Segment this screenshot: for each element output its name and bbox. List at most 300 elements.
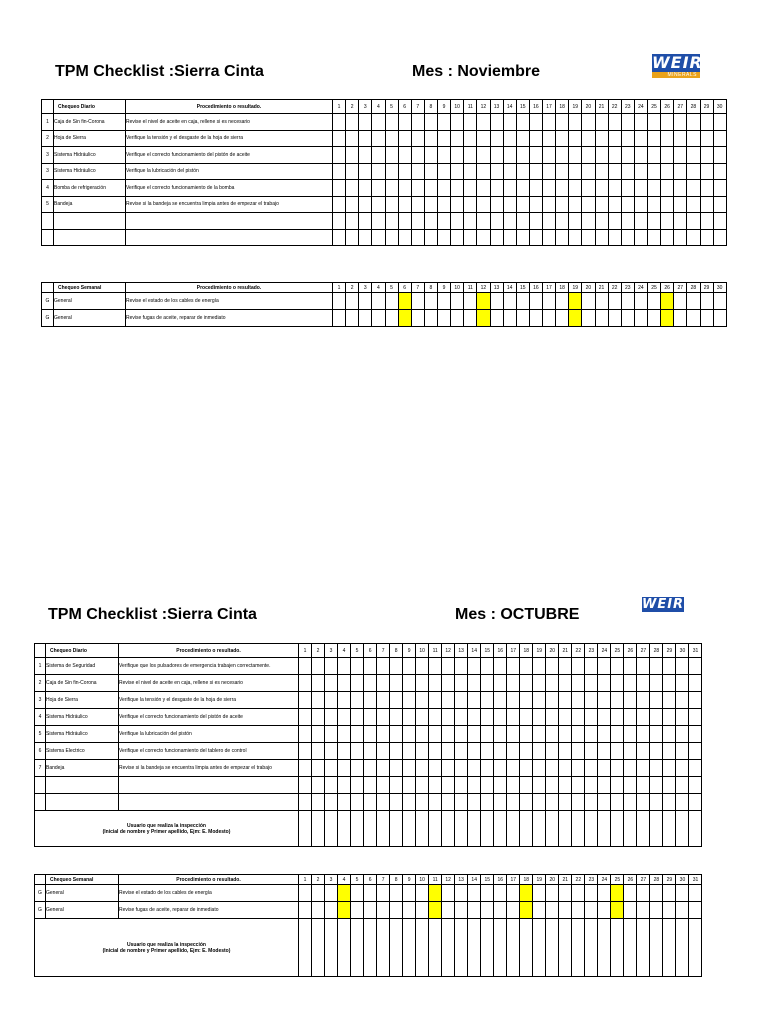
check-cell[interactable] <box>438 293 451 310</box>
check-cell[interactable] <box>490 213 503 230</box>
check-cell[interactable] <box>411 180 424 197</box>
check-cell[interactable] <box>556 163 569 180</box>
check-cell[interactable] <box>424 163 437 180</box>
check-cell[interactable] <box>582 229 595 246</box>
check-cell[interactable] <box>442 675 455 692</box>
check-cell[interactable] <box>390 709 403 726</box>
check-cell[interactable] <box>325 726 338 743</box>
check-cell[interactable] <box>663 902 676 919</box>
check-cell[interactable] <box>516 229 529 246</box>
check-cell[interactable] <box>608 213 621 230</box>
highlighted-check-cell[interactable] <box>611 902 624 919</box>
check-cell[interactable] <box>543 310 556 327</box>
check-cell[interactable] <box>621 114 634 131</box>
check-cell[interactable] <box>372 213 385 230</box>
check-cell[interactable] <box>438 229 451 246</box>
inspector-initials-cell[interactable] <box>650 811 663 847</box>
check-cell[interactable] <box>595 130 608 147</box>
check-cell[interactable] <box>634 229 647 246</box>
highlighted-check-cell[interactable] <box>611 885 624 902</box>
inspector-initials-cell[interactable] <box>520 919 533 977</box>
inspector-initials-cell[interactable] <box>559 811 572 847</box>
check-cell[interactable] <box>585 692 598 709</box>
check-cell[interactable] <box>416 675 429 692</box>
check-cell[interactable] <box>333 130 346 147</box>
check-cell[interactable] <box>687 114 700 131</box>
check-cell[interactable] <box>390 885 403 902</box>
check-cell[interactable] <box>585 777 598 794</box>
check-cell[interactable] <box>621 180 634 197</box>
check-cell[interactable] <box>359 114 372 131</box>
check-cell[interactable] <box>611 675 624 692</box>
check-cell[interactable] <box>516 147 529 164</box>
check-cell[interactable] <box>634 310 647 327</box>
inspector-initials-cell[interactable] <box>403 811 416 847</box>
check-cell[interactable] <box>648 196 661 213</box>
check-cell[interactable] <box>556 114 569 131</box>
check-cell[interactable] <box>325 760 338 777</box>
check-cell[interactable] <box>624 794 637 811</box>
check-cell[interactable] <box>559 885 572 902</box>
check-cell[interactable] <box>546 885 559 902</box>
check-cell[interactable] <box>364 777 377 794</box>
inspector-initials-cell[interactable] <box>598 919 611 977</box>
check-cell[interactable] <box>556 196 569 213</box>
check-cell[interactable] <box>529 213 542 230</box>
check-cell[interactable] <box>377 675 390 692</box>
check-cell[interactable] <box>438 196 451 213</box>
check-cell[interactable] <box>595 293 608 310</box>
check-cell[interactable] <box>455 675 468 692</box>
check-cell[interactable] <box>634 213 647 230</box>
check-cell[interactable] <box>674 310 687 327</box>
check-cell[interactable] <box>377 902 390 919</box>
check-cell[interactable] <box>624 726 637 743</box>
check-cell[interactable] <box>325 777 338 794</box>
check-cell[interactable] <box>333 229 346 246</box>
check-cell[interactable] <box>637 743 650 760</box>
check-cell[interactable] <box>585 902 598 919</box>
check-cell[interactable] <box>385 114 398 131</box>
inspector-initials-cell[interactable] <box>559 919 572 977</box>
check-cell[interactable] <box>481 692 494 709</box>
inspector-initials-cell[interactable] <box>533 811 546 847</box>
check-cell[interactable] <box>359 147 372 164</box>
check-cell[interactable] <box>520 692 533 709</box>
check-cell[interactable] <box>451 229 464 246</box>
check-cell[interactable] <box>507 658 520 675</box>
inspector-initials-cell[interactable] <box>325 919 338 977</box>
check-cell[interactable] <box>559 726 572 743</box>
check-cell[interactable] <box>346 163 359 180</box>
inspector-initials-cell[interactable] <box>429 811 442 847</box>
check-cell[interactable] <box>700 147 713 164</box>
check-cell[interactable] <box>520 777 533 794</box>
check-cell[interactable] <box>598 760 611 777</box>
check-cell[interactable] <box>333 114 346 131</box>
check-cell[interactable] <box>359 196 372 213</box>
check-cell[interactable] <box>637 675 650 692</box>
check-cell[interactable] <box>403 885 416 902</box>
inspector-initials-cell[interactable] <box>507 919 520 977</box>
check-cell[interactable] <box>648 310 661 327</box>
check-cell[interactable] <box>663 885 676 902</box>
check-cell[interactable] <box>411 293 424 310</box>
check-cell[interactable] <box>468 777 481 794</box>
check-cell[interactable] <box>477 180 490 197</box>
check-cell[interactable] <box>455 658 468 675</box>
check-cell[interactable] <box>598 794 611 811</box>
inspector-initials-cell[interactable] <box>468 919 481 977</box>
check-cell[interactable] <box>490 310 503 327</box>
check-cell[interactable] <box>464 310 477 327</box>
check-cell[interactable] <box>372 180 385 197</box>
check-cell[interactable] <box>481 885 494 902</box>
check-cell[interactable] <box>516 310 529 327</box>
check-cell[interactable] <box>689 902 702 919</box>
check-cell[interactable] <box>351 743 364 760</box>
check-cell[interactable] <box>442 726 455 743</box>
check-cell[interactable] <box>676 709 689 726</box>
check-cell[interactable] <box>490 114 503 131</box>
check-cell[interactable] <box>713 310 726 327</box>
check-cell[interactable] <box>572 709 585 726</box>
check-cell[interactable] <box>648 180 661 197</box>
check-cell[interactable] <box>403 902 416 919</box>
empty-procedure-cell[interactable] <box>119 777 299 794</box>
check-cell[interactable] <box>689 743 702 760</box>
check-cell[interactable] <box>299 760 312 777</box>
check-cell[interactable] <box>494 709 507 726</box>
check-cell[interactable] <box>637 777 650 794</box>
check-cell[interactable] <box>572 902 585 919</box>
inspector-initials-cell[interactable] <box>585 919 598 977</box>
check-cell[interactable] <box>624 777 637 794</box>
check-cell[interactable] <box>533 675 546 692</box>
check-cell[interactable] <box>424 213 437 230</box>
check-cell[interactable] <box>546 902 559 919</box>
check-cell[interactable] <box>442 777 455 794</box>
check-cell[interactable] <box>333 310 346 327</box>
check-cell[interactable] <box>582 196 595 213</box>
check-cell[interactable] <box>299 794 312 811</box>
check-cell[interactable] <box>390 658 403 675</box>
check-cell[interactable] <box>424 114 437 131</box>
check-cell[interactable] <box>529 196 542 213</box>
check-cell[interactable] <box>582 114 595 131</box>
check-cell[interactable] <box>648 293 661 310</box>
check-cell[interactable] <box>559 675 572 692</box>
highlighted-check-cell[interactable] <box>429 902 442 919</box>
check-cell[interactable] <box>451 293 464 310</box>
check-cell[interactable] <box>507 777 520 794</box>
check-cell[interactable] <box>351 760 364 777</box>
check-cell[interactable] <box>494 885 507 902</box>
check-cell[interactable] <box>503 180 516 197</box>
check-cell[interactable] <box>598 675 611 692</box>
check-cell[interactable] <box>582 180 595 197</box>
check-cell[interactable] <box>416 743 429 760</box>
check-cell[interactable] <box>477 114 490 131</box>
check-cell[interactable] <box>650 885 663 902</box>
check-cell[interactable] <box>390 794 403 811</box>
check-cell[interactable] <box>481 726 494 743</box>
check-cell[interactable] <box>503 147 516 164</box>
check-cell[interactable] <box>438 310 451 327</box>
check-cell[interactable] <box>494 777 507 794</box>
check-cell[interactable] <box>713 130 726 147</box>
check-cell[interactable] <box>687 229 700 246</box>
check-cell[interactable] <box>455 902 468 919</box>
check-cell[interactable] <box>299 902 312 919</box>
empty-system-cell[interactable] <box>46 777 119 794</box>
check-cell[interactable] <box>398 213 411 230</box>
check-cell[interactable] <box>390 692 403 709</box>
inspector-initials-cell[interactable] <box>442 919 455 977</box>
check-cell[interactable] <box>634 163 647 180</box>
check-cell[interactable] <box>338 794 351 811</box>
check-cell[interactable] <box>481 760 494 777</box>
check-cell[interactable] <box>346 114 359 131</box>
check-cell[interactable] <box>468 658 481 675</box>
check-cell[interactable] <box>364 658 377 675</box>
check-cell[interactable] <box>713 196 726 213</box>
check-cell[interactable] <box>608 114 621 131</box>
check-cell[interactable] <box>569 114 582 131</box>
check-cell[interactable] <box>713 293 726 310</box>
check-cell[interactable] <box>481 743 494 760</box>
check-cell[interactable] <box>687 163 700 180</box>
check-cell[interactable] <box>674 229 687 246</box>
check-cell[interactable] <box>385 130 398 147</box>
check-cell[interactable] <box>325 675 338 692</box>
check-cell[interactable] <box>569 229 582 246</box>
check-cell[interactable] <box>468 743 481 760</box>
check-cell[interactable] <box>529 180 542 197</box>
check-cell[interactable] <box>312 760 325 777</box>
check-cell[interactable] <box>372 196 385 213</box>
check-cell[interactable] <box>438 114 451 131</box>
check-cell[interactable] <box>648 229 661 246</box>
check-cell[interactable] <box>438 147 451 164</box>
inspector-initials-cell[interactable] <box>494 919 507 977</box>
check-cell[interactable] <box>663 794 676 811</box>
empty-system-cell[interactable] <box>54 229 126 246</box>
check-cell[interactable] <box>572 692 585 709</box>
check-cell[interactable] <box>424 196 437 213</box>
check-cell[interactable] <box>621 196 634 213</box>
check-cell[interactable] <box>299 692 312 709</box>
check-cell[interactable] <box>700 213 713 230</box>
inspector-initials-cell[interactable] <box>299 919 312 977</box>
inspector-initials-cell[interactable] <box>637 811 650 847</box>
check-cell[interactable] <box>611 709 624 726</box>
highlighted-check-cell[interactable] <box>338 885 351 902</box>
check-cell[interactable] <box>611 743 624 760</box>
check-cell[interactable] <box>650 692 663 709</box>
check-cell[interactable] <box>325 658 338 675</box>
check-cell[interactable] <box>585 743 598 760</box>
check-cell[interactable] <box>595 163 608 180</box>
check-cell[interactable] <box>455 709 468 726</box>
check-cell[interactable] <box>676 902 689 919</box>
check-cell[interactable] <box>569 147 582 164</box>
check-cell[interactable] <box>624 885 637 902</box>
check-cell[interactable] <box>494 902 507 919</box>
check-cell[interactable] <box>481 675 494 692</box>
check-cell[interactable] <box>442 885 455 902</box>
inspector-initials-cell[interactable] <box>585 811 598 847</box>
check-cell[interactable] <box>520 658 533 675</box>
check-cell[interactable] <box>468 726 481 743</box>
check-cell[interactable] <box>582 163 595 180</box>
check-cell[interactable] <box>543 229 556 246</box>
check-cell[interactable] <box>676 726 689 743</box>
empty-procedure-cell[interactable] <box>126 213 333 230</box>
inspector-initials-cell[interactable] <box>429 919 442 977</box>
check-cell[interactable] <box>390 743 403 760</box>
check-cell[interactable] <box>700 163 713 180</box>
check-cell[interactable] <box>529 293 542 310</box>
check-cell[interactable] <box>650 760 663 777</box>
check-cell[interactable] <box>546 658 559 675</box>
inspector-initials-cell[interactable] <box>377 811 390 847</box>
check-cell[interactable] <box>546 760 559 777</box>
check-cell[interactable] <box>637 794 650 811</box>
check-cell[interactable] <box>556 180 569 197</box>
check-cell[interactable] <box>598 658 611 675</box>
check-cell[interactable] <box>312 777 325 794</box>
check-cell[interactable] <box>611 658 624 675</box>
check-cell[interactable] <box>359 180 372 197</box>
check-cell[interactable] <box>372 293 385 310</box>
check-cell[interactable] <box>674 114 687 131</box>
check-cell[interactable] <box>398 229 411 246</box>
check-cell[interactable] <box>689 885 702 902</box>
check-cell[interactable] <box>529 163 542 180</box>
check-cell[interactable] <box>700 130 713 147</box>
check-cell[interactable] <box>312 658 325 675</box>
inspector-initials-cell[interactable] <box>481 919 494 977</box>
check-cell[interactable] <box>663 709 676 726</box>
check-cell[interactable] <box>585 675 598 692</box>
check-cell[interactable] <box>299 726 312 743</box>
check-cell[interactable] <box>351 777 364 794</box>
check-cell[interactable] <box>650 709 663 726</box>
check-cell[interactable] <box>674 130 687 147</box>
check-cell[interactable] <box>676 675 689 692</box>
check-cell[interactable] <box>468 885 481 902</box>
inspector-initials-cell[interactable] <box>663 811 676 847</box>
check-cell[interactable] <box>559 902 572 919</box>
highlighted-check-cell[interactable] <box>338 902 351 919</box>
check-cell[interactable] <box>372 114 385 131</box>
check-cell[interactable] <box>520 743 533 760</box>
check-cell[interactable] <box>503 196 516 213</box>
check-cell[interactable] <box>634 130 647 147</box>
check-cell[interactable] <box>455 726 468 743</box>
check-cell[interactable] <box>385 196 398 213</box>
check-cell[interactable] <box>325 885 338 902</box>
check-cell[interactable] <box>503 310 516 327</box>
check-cell[interactable] <box>333 293 346 310</box>
check-cell[interactable] <box>516 196 529 213</box>
check-cell[interactable] <box>455 692 468 709</box>
check-cell[interactable] <box>546 777 559 794</box>
check-cell[interactable] <box>556 229 569 246</box>
inspector-initials-cell[interactable] <box>611 919 624 977</box>
check-cell[interactable] <box>385 147 398 164</box>
check-cell[interactable] <box>533 777 546 794</box>
check-cell[interactable] <box>700 114 713 131</box>
highlighted-check-cell[interactable] <box>398 293 411 310</box>
check-cell[interactable] <box>416 902 429 919</box>
check-cell[interactable] <box>663 675 676 692</box>
check-cell[interactable] <box>403 726 416 743</box>
check-cell[interactable] <box>507 675 520 692</box>
check-cell[interactable] <box>546 675 559 692</box>
check-cell[interactable] <box>464 130 477 147</box>
check-cell[interactable] <box>411 147 424 164</box>
check-cell[interactable] <box>661 213 674 230</box>
check-cell[interactable] <box>700 196 713 213</box>
check-cell[interactable] <box>661 147 674 164</box>
check-cell[interactable] <box>516 114 529 131</box>
check-cell[interactable] <box>624 902 637 919</box>
highlighted-check-cell[interactable] <box>569 310 582 327</box>
check-cell[interactable] <box>650 794 663 811</box>
check-cell[interactable] <box>390 902 403 919</box>
check-cell[interactable] <box>455 885 468 902</box>
check-cell[interactable] <box>398 130 411 147</box>
check-cell[interactable] <box>338 658 351 675</box>
check-cell[interactable] <box>637 760 650 777</box>
check-cell[interactable] <box>299 675 312 692</box>
check-cell[interactable] <box>312 692 325 709</box>
check-cell[interactable] <box>529 310 542 327</box>
check-cell[interactable] <box>312 675 325 692</box>
check-cell[interactable] <box>411 310 424 327</box>
check-cell[interactable] <box>312 902 325 919</box>
check-cell[interactable] <box>364 692 377 709</box>
check-cell[interactable] <box>543 130 556 147</box>
check-cell[interactable] <box>546 692 559 709</box>
check-cell[interactable] <box>637 902 650 919</box>
check-cell[interactable] <box>507 885 520 902</box>
inspector-initials-cell[interactable] <box>442 811 455 847</box>
check-cell[interactable] <box>411 130 424 147</box>
check-cell[interactable] <box>364 726 377 743</box>
check-cell[interactable] <box>429 658 442 675</box>
check-cell[interactable] <box>598 692 611 709</box>
check-cell[interactable] <box>411 114 424 131</box>
check-cell[interactable] <box>481 794 494 811</box>
check-cell[interactable] <box>490 196 503 213</box>
check-cell[interactable] <box>516 293 529 310</box>
check-cell[interactable] <box>411 229 424 246</box>
check-cell[interactable] <box>464 229 477 246</box>
check-cell[interactable] <box>424 147 437 164</box>
check-cell[interactable] <box>516 130 529 147</box>
check-cell[interactable] <box>338 709 351 726</box>
check-cell[interactable] <box>595 147 608 164</box>
highlighted-check-cell[interactable] <box>477 310 490 327</box>
check-cell[interactable] <box>689 794 702 811</box>
check-cell[interactable] <box>520 675 533 692</box>
check-cell[interactable] <box>429 709 442 726</box>
check-cell[interactable] <box>464 213 477 230</box>
inspector-initials-cell[interactable] <box>598 811 611 847</box>
